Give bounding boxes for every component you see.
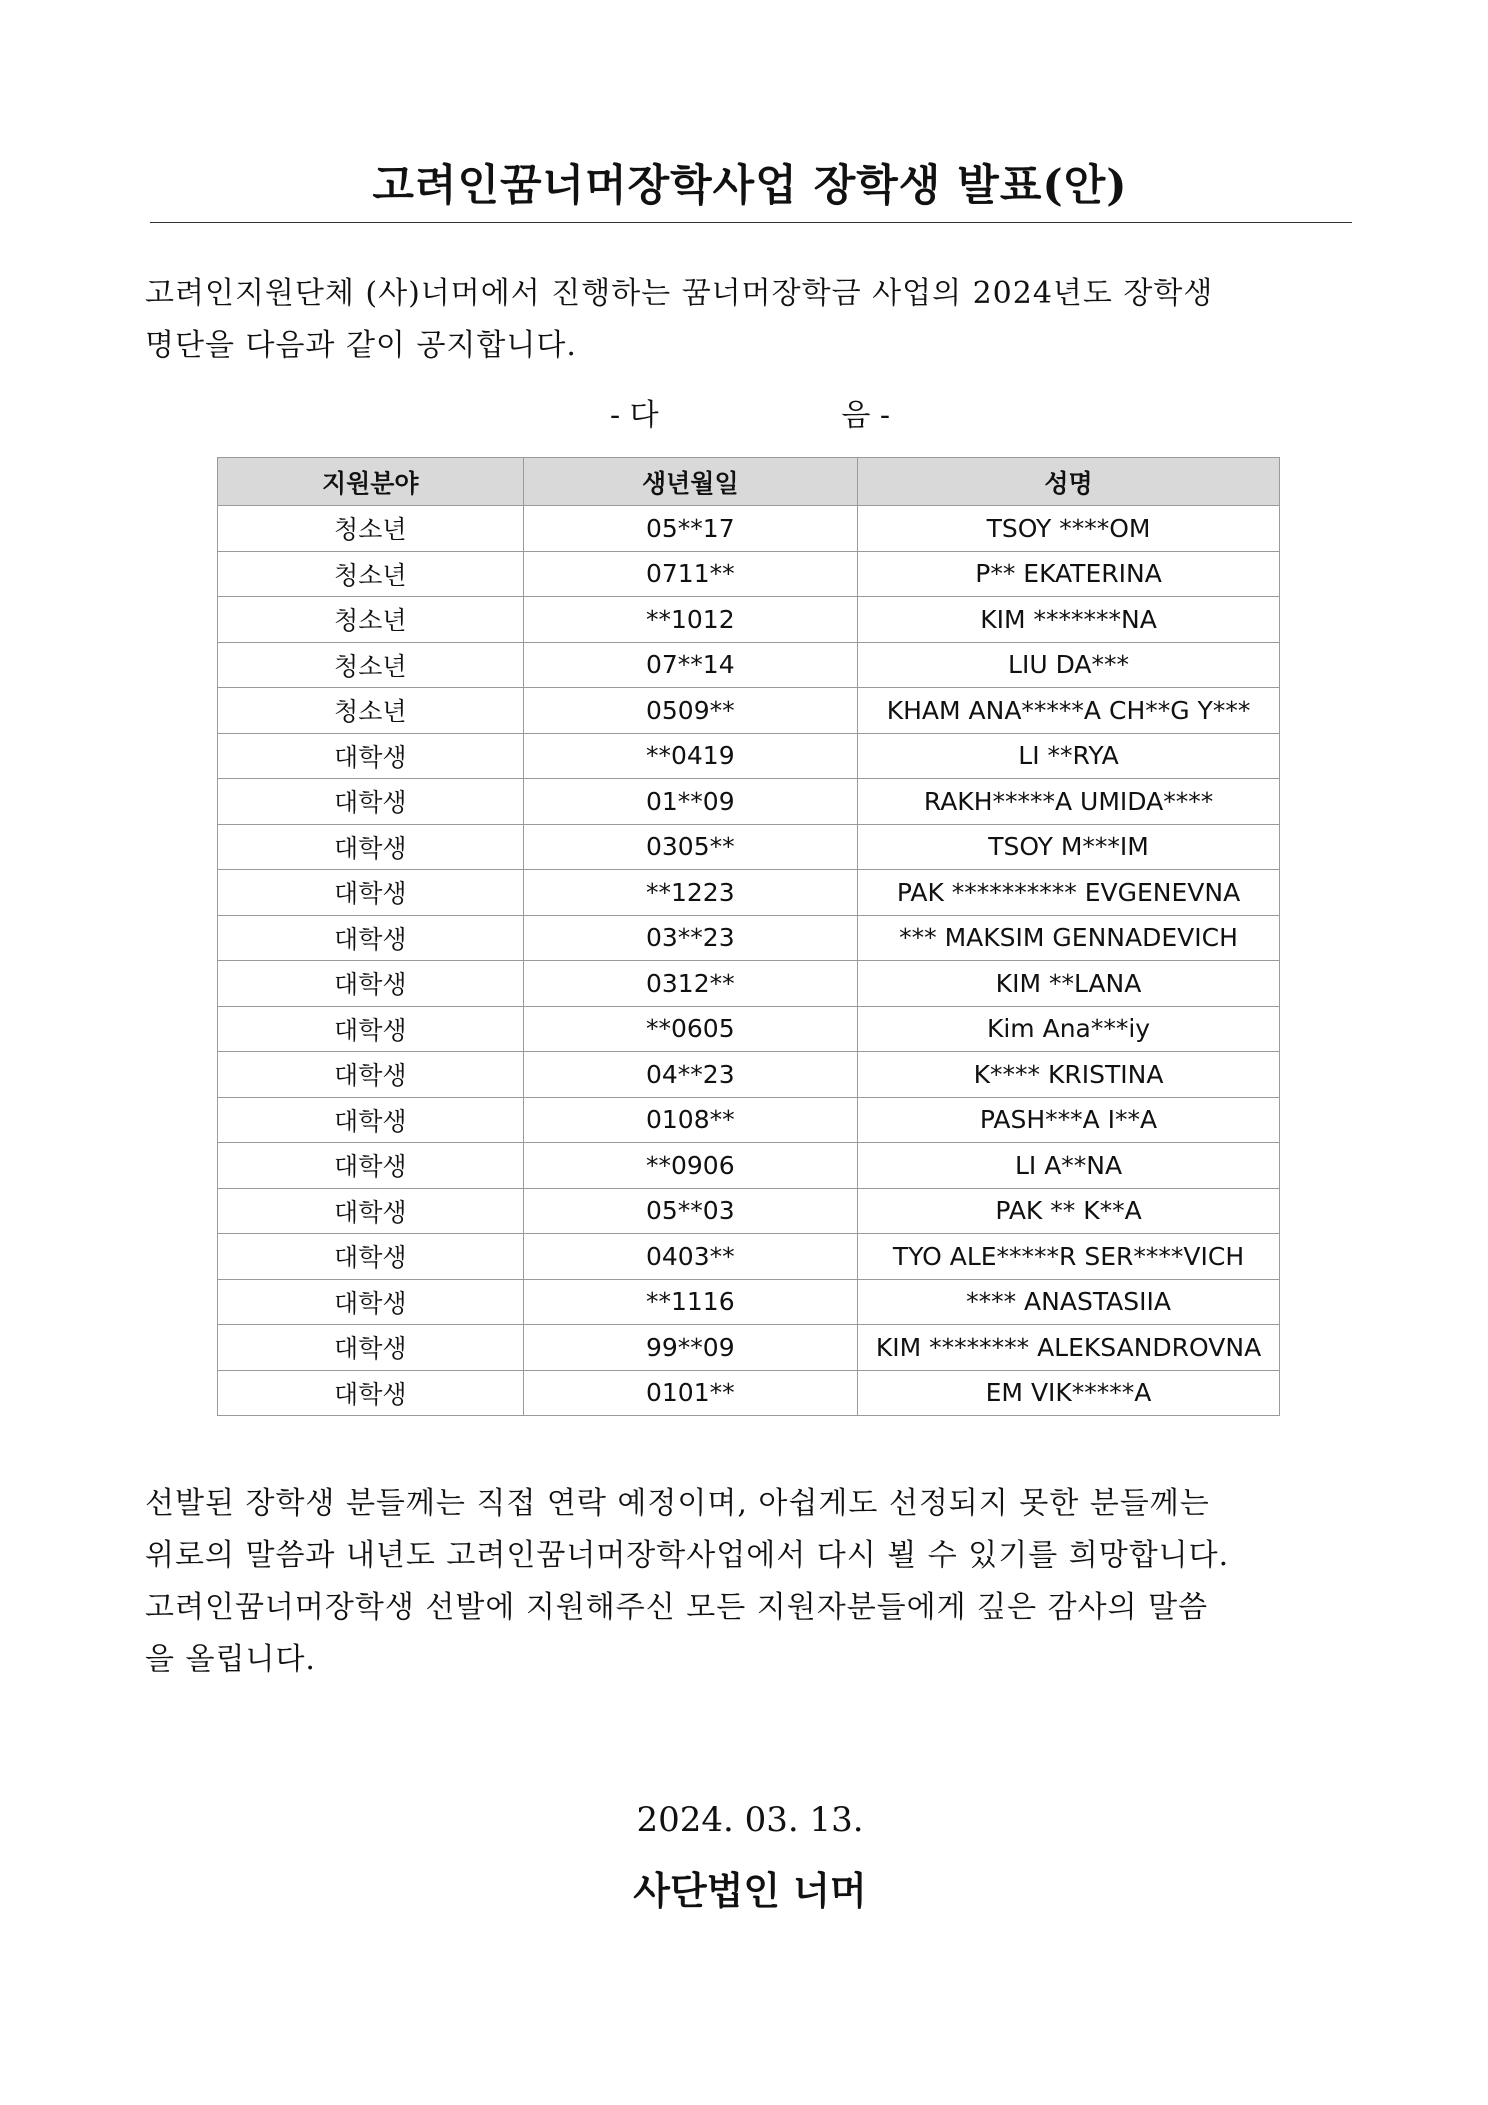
document-title: 고려인꿈너머장학사업 장학생 발표(안) — [372, 161, 1128, 211]
cell-name: *** MAKSIM GENNADEVICH — [858, 915, 1280, 961]
cell-field: 대학생 — [218, 1188, 524, 1234]
cell-field: 대학생 — [218, 961, 524, 1007]
table-row — [218, 688, 1280, 734]
cell-field: 청소년 — [218, 642, 524, 688]
cell-name: **** ANASTASIIA — [858, 1279, 1280, 1325]
cell-field: 대학생 — [218, 1279, 524, 1325]
closing-line: 고려인꿈너머장학생 선발에 지원해주신 모든 지원자분들에게 깊은 감사의 말씀 — [145, 1590, 1209, 1625]
table-row — [218, 1188, 1280, 1234]
cell-birthdate: 0711** — [523, 551, 858, 597]
cell-name: KIM *******NA — [858, 597, 1280, 643]
cell-birthdate: **1116 — [523, 1279, 858, 1325]
scholarship-table — [217, 457, 1280, 1416]
cell-birthdate: 0312** — [523, 961, 858, 1007]
table-row — [218, 961, 1280, 1007]
table-row — [218, 1234, 1280, 1280]
cell-field: 대학생 — [218, 1052, 524, 1098]
section-heading — [610, 390, 890, 434]
cell-field: 대학생 — [218, 1325, 524, 1371]
intro-line: 명단을 다음과 같이 공지합니다. — [145, 328, 577, 363]
cell-birthdate: 07**14 — [523, 642, 858, 688]
cell-birthdate: 0403** — [523, 1234, 858, 1280]
cell-birthdate: **0605 — [523, 1006, 858, 1052]
table-row — [218, 597, 1280, 643]
cell-birthdate: 05**03 — [523, 1188, 858, 1234]
cell-field: 대학생 — [218, 915, 524, 961]
cell-name: KIM ******** ALEKSANDROVNA — [858, 1325, 1280, 1371]
table-row — [218, 551, 1280, 597]
cell-name: LIU DA*** — [858, 642, 1280, 688]
cell-birthdate: 99**09 — [523, 1325, 858, 1371]
column-header-birthdate: 생년월일 — [523, 458, 858, 506]
table-row — [218, 1325, 1280, 1371]
section-heading-right: 음 - — [841, 398, 890, 433]
table-body — [218, 506, 1280, 1416]
cell-birthdate: 0101** — [523, 1370, 858, 1416]
cell-field: 청소년 — [218, 506, 524, 552]
table-row — [218, 733, 1280, 779]
table-row — [218, 1143, 1280, 1189]
cell-name: KIM **LANA — [858, 961, 1280, 1007]
intro-line: 고려인지원단체 (사)너머에서 진행하는 꿈너머장학금 사업의 2024년도 장학생 — [145, 276, 1214, 311]
cell-field: 대학생 — [218, 824, 524, 870]
cell-name: KHAM ANA*****A CH**G Y*** — [858, 688, 1280, 734]
cell-field: 대학생 — [218, 1006, 524, 1052]
cell-name: LI A**NA — [858, 1143, 1280, 1189]
table-row — [218, 506, 1280, 552]
cell-birthdate: **1223 — [523, 870, 858, 916]
cell-birthdate: 04**23 — [523, 1052, 858, 1098]
table-row — [218, 779, 1280, 825]
cell-birthdate: 01**09 — [523, 779, 858, 825]
cell-name: RAKH*****A UMIDA**** — [858, 779, 1280, 825]
cell-birthdate: 0509** — [523, 688, 858, 734]
cell-name: Kim Ana***iy — [858, 1006, 1280, 1052]
cell-name: TYO ALE*****R SER****VICH — [858, 1234, 1280, 1280]
table-row — [218, 1097, 1280, 1143]
closing-line: 선발된 장학생 분들께는 직접 연락 예정이며, 아쉽게도 선정되지 못한 분들께는 — [145, 1486, 1210, 1521]
cell-name: PASH***A I**A — [858, 1097, 1280, 1143]
cell-field: 대학생 — [218, 870, 524, 916]
table-row — [218, 870, 1280, 916]
cell-birthdate: 03**23 — [523, 915, 858, 961]
cell-birthdate: 0108** — [523, 1097, 858, 1143]
cell-name: TSOY ****OM — [858, 506, 1280, 552]
title-divider — [150, 222, 1352, 223]
cell-birthdate: **0906 — [523, 1143, 858, 1189]
cell-field: 대학생 — [218, 1370, 524, 1416]
cell-birthdate: **0419 — [523, 733, 858, 779]
intro-paragraph — [145, 268, 1345, 372]
table-row — [218, 824, 1280, 870]
table-row — [218, 1370, 1280, 1416]
cell-name: P** EKATERINA — [858, 551, 1280, 597]
table-header-row — [218, 458, 1280, 506]
cell-birthdate: 0305** — [523, 824, 858, 870]
column-header-name: 성명 — [858, 458, 1280, 506]
cell-birthdate: 05**17 — [523, 506, 858, 552]
cell-name: EM VIK*****A — [858, 1370, 1280, 1416]
closing-line: 위로의 말씀과 내년도 고려인꿈너머장학사업에서 다시 뵐 수 있기를 희망합니다. — [145, 1538, 1230, 1573]
cell-field: 대학생 — [218, 733, 524, 779]
announcement-date: 2024. 03. 13. — [636, 1800, 864, 1840]
cell-field: 대학생 — [218, 779, 524, 825]
cell-name: PAK ** K**A — [858, 1188, 1280, 1234]
cell-field: 청소년 — [218, 551, 524, 597]
table-row — [218, 1052, 1280, 1098]
table-row — [218, 915, 1280, 961]
cell-name: PAK ********** EVGENEVNA — [858, 870, 1280, 916]
table-row — [218, 642, 1280, 688]
closing-paragraph — [145, 1478, 1345, 1686]
closing-line: 을 올립니다. — [145, 1642, 316, 1677]
table-row — [218, 1279, 1280, 1325]
cell-field: 청소년 — [218, 597, 524, 643]
organization-name: 사단법인 너머 — [633, 1868, 867, 1913]
cell-name: LI **RYA — [858, 733, 1280, 779]
table-row — [218, 1006, 1280, 1052]
cell-field: 청소년 — [218, 688, 524, 734]
cell-name: K**** KRISTINA — [858, 1052, 1280, 1098]
column-header-field: 지원분야 — [218, 458, 524, 506]
cell-field: 대학생 — [218, 1143, 524, 1189]
cell-field: 대학생 — [218, 1097, 524, 1143]
cell-birthdate: **1012 — [523, 597, 858, 643]
section-heading-left: - 다 — [610, 398, 659, 433]
cell-name: TSOY M***IM — [858, 824, 1280, 870]
cell-field: 대학생 — [218, 1234, 524, 1280]
